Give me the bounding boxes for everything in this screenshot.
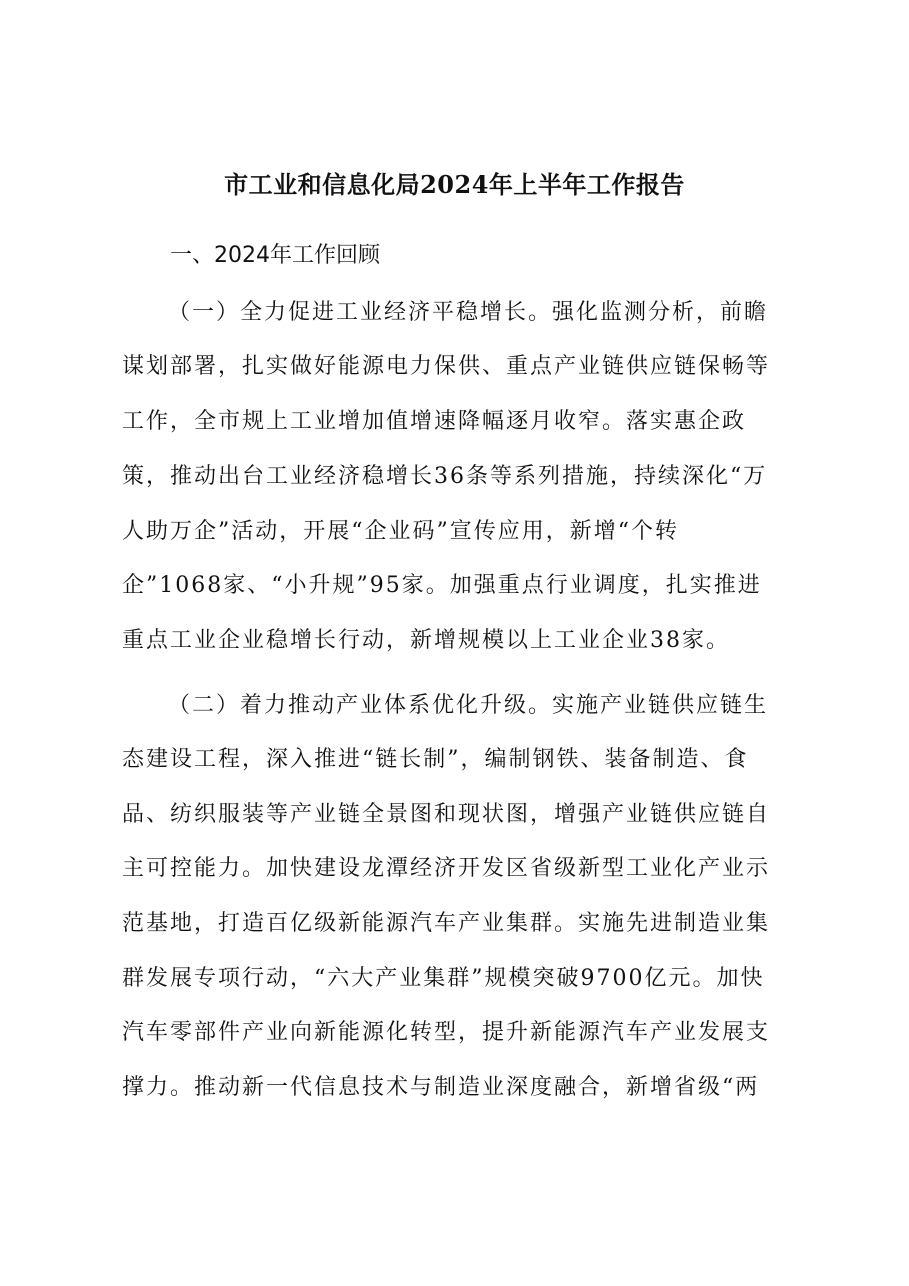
paragraph-2-line-4: 主可控能力。加快建设龙潭经济开发区省级新型工业化产业示 xyxy=(122,856,771,881)
paragraph-1-line-7: 重点工业企业稳增长行动，新增规模以上工业企业38家。 xyxy=(122,628,730,653)
paragraph-2-line-3: 品、纺织服装等产业链全景图和现状图，增强产业链供应链自 xyxy=(122,802,771,827)
paragraph-1-line-2: 谋划部署，扎实做好能源电力保供、重点产业链供应链保畅等 xyxy=(122,354,771,379)
document-title: 市工业和信息化局2024年上半年工作报告 xyxy=(224,170,685,199)
paragraph-2-line-6: 群发展专项行动，“六大产业集群”规模突破9700亿元。加快 xyxy=(122,966,765,991)
paragraph-1-line-3: 工作，全市规上工业增加值增速降幅逐月收窄。落实惠企政 xyxy=(122,409,747,434)
paragraph-2-line-5: 范基地，打造百亿级新能源汽车产业集群。实施先进制造业集 xyxy=(122,911,771,936)
section-heading: 一、2024年工作回顾 xyxy=(170,243,380,268)
paragraph-2-line-2: 态建设工程，深入推进“链长制”，编制钢铁、装备制造、食 xyxy=(122,747,749,772)
paragraph-2-line-7: 汽车零部件产业向新能源化转型，提升新能源汽车产业发展支 xyxy=(122,1020,771,1045)
paragraph-1-line-4: 策，推动出台工业经济稳增长36条等系列措施，持续深化“万 xyxy=(122,464,768,489)
paragraph-1-line-5: 人助万企”活动，开展“企业码”宣传应用，新增“个转 xyxy=(122,519,679,544)
paragraph-1-line-1: （一）全力促进工业经济平稳增长。强化监测分析，前瞻 xyxy=(168,300,769,325)
paragraph-1-line-6: 企”1068家、“小升规”95家。加强重点行业调度，扎实推进 xyxy=(122,573,762,598)
paragraph-2-line-1: （二）着力推动产业体系优化升级。实施产业链供应链生 xyxy=(168,693,769,718)
paragraph-2-line-8: 撑力。推动新一代信息技术与制造业深度融合，新增省级“两 xyxy=(122,1075,760,1100)
